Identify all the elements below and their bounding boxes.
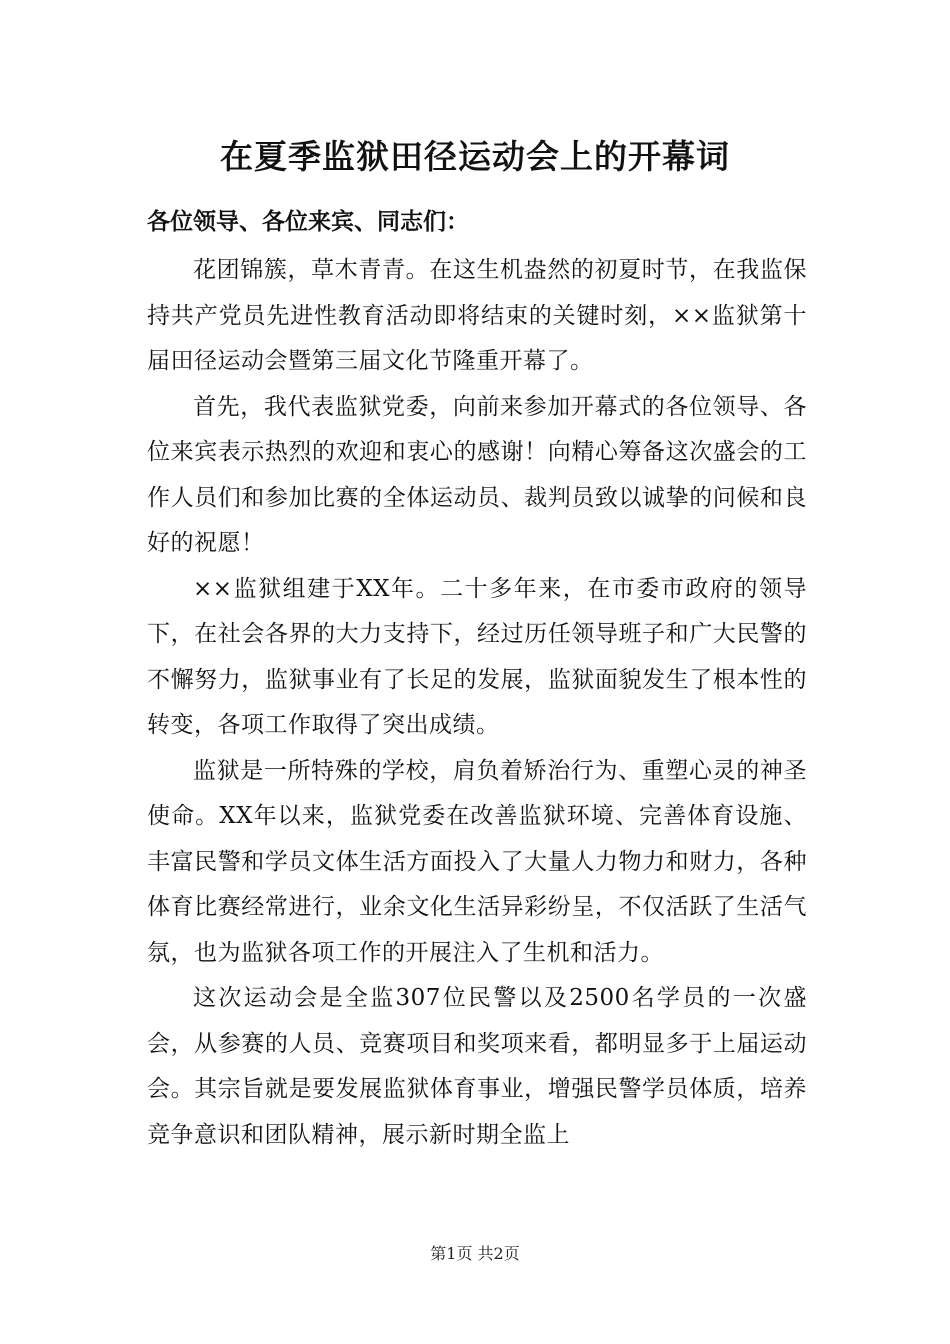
paragraph: ××监狱组建于XX年。二十多年来，在市委市政府的领导下，在社会各界的大力支持下，经过历任领导班子和广大民警的不懈努力，监狱事业有了长足的发展，监狱面貌发生了根本性的转变，各项工作取得了突出成绩。 — [147, 575, 807, 738]
page-footer — [0, 1242, 950, 1266]
paragraph: 监狱是一所特殊的学校，肩负着矫治行为、重塑心灵的神圣使命。XX年以来，监狱党委在改善监狱环境、完善体育设施、丰富民警和学员文体生活方面投入了大量人力物力和财力，各种体育比赛经常进行，业余文化生活异彩纷呈，不仅活跃了生活气氛，也为监狱各项工作的开展注入了生机和活力。 — [147, 757, 807, 966]
document-body — [147, 248, 807, 1158]
page-indicator: 第1页 共2页 — [430, 1244, 520, 1263]
document-title: 在夏季监狱田径运动会上的开幕词 — [220, 137, 730, 176]
salutation: 各位领导、各位来宾、同志们： — [147, 208, 469, 235]
paragraph: 首先，我代表监狱党委，向前来参加开幕式的各位领导、各位来宾表示热烈的欢迎和衷心的感谢！向精心筹备这次盛会的工作人员们和参加比赛的全体运动员、裁判员致以诚挚的问候和良好的祝愿！ — [147, 393, 807, 556]
paragraph: 这次运动会是全监307位民警以及2500名学员的一次盛会，从参赛的人员、竞赛项目和奖项来看，都明显多于上届运动会。其宗旨就是要发展监狱体育事业，增强民警学员体质，培养竞争意识和团队精神，展示新时期全监上 — [147, 985, 807, 1148]
paragraph: 花团锦簇，草木青青。在这生机盎然的初夏时节，在我监保持共产党员先进性教育活动即将结束的关键时刻，××监狱第十届田径运动会暨第三届文化节隆重开幕了。 — [147, 257, 807, 374]
